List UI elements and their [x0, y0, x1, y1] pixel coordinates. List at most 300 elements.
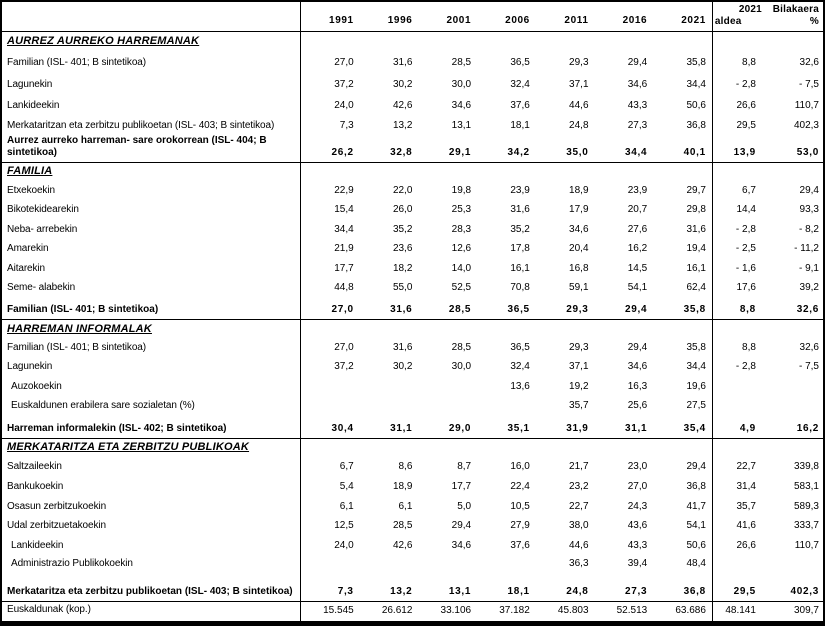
value-cell: 41,7 — [686, 501, 706, 512]
evolution-cell: - 11,2 — [794, 243, 819, 254]
value-cell: 42,6 — [392, 540, 413, 551]
value-cell: 29,4 — [627, 57, 648, 68]
year-header-2006: 2006 — [505, 15, 530, 26]
empty-cell — [301, 163, 360, 180]
value-cell — [301, 376, 360, 396]
table-row — [2, 376, 823, 396]
empty-cell — [301, 320, 360, 338]
evolution-cell: 402,3 — [790, 586, 819, 597]
value-cell: 20,4 — [569, 243, 589, 254]
value-cell — [477, 396, 536, 415]
value-cell: 59,1 — [569, 282, 589, 293]
value-cell: 36,5 — [507, 304, 530, 315]
value-cell: 13,2 — [390, 586, 413, 597]
value-cell: 42,6 — [392, 100, 413, 111]
value-cell: 50,6 — [686, 100, 706, 111]
value-cell: 15,4 — [334, 204, 354, 215]
empty-cell — [301, 439, 360, 456]
value-cell — [477, 555, 536, 573]
change-cell — [712, 396, 768, 415]
value-cell: 34,6 — [451, 100, 472, 111]
change-cell: - 2,5 — [712, 239, 768, 258]
value-cell: 14,5 — [627, 263, 648, 274]
value-cell: 16,8 — [569, 263, 589, 274]
value-cell: 31,1 — [390, 423, 413, 434]
value-cell: 12,5 — [334, 520, 354, 531]
value-cell: 16,3 — [627, 381, 648, 392]
value-cell: 13,1 — [451, 120, 472, 131]
table-row — [2, 200, 823, 219]
table-row — [2, 115, 823, 135]
value-cell: 13,1 — [448, 586, 472, 597]
year-header-1991: 1991 — [329, 15, 354, 26]
evolution-cell: 29,4 — [799, 185, 819, 196]
value-cell: 32,4 — [510, 79, 530, 90]
row-label: Neba- arrebekin — [2, 219, 301, 239]
empty-cell — [477, 32, 536, 50]
value-cell: 35,8 — [686, 57, 706, 68]
value-cell: 13,6 — [510, 381, 530, 392]
evolution-cell: 53,0 — [796, 147, 819, 158]
value-cell — [360, 376, 419, 396]
value-cell: 40,1 — [683, 147, 706, 158]
value-cell: 43,3 — [627, 100, 648, 111]
row-label: Lagunekin — [2, 357, 301, 376]
change-cell: 13,9 — [712, 135, 768, 162]
row-label: Familian (ISL- 401; B sintetikoa) — [2, 338, 301, 357]
year-header-2011: 2011 — [564, 15, 589, 26]
section-title-row — [2, 32, 823, 50]
value-cell: 27,0 — [331, 304, 354, 315]
year-header-1996: 1996 — [387, 15, 413, 26]
table-row — [2, 50, 823, 72]
value-cell: 37,6 — [510, 540, 530, 551]
value-cell — [301, 555, 360, 573]
total-row-label: Euskaldunak (kop.) — [2, 602, 301, 621]
value-cell: 35,4 — [683, 423, 706, 434]
value-cell: 22,7 — [569, 501, 589, 512]
value-cell: 21,9 — [334, 243, 354, 254]
value-cell — [418, 396, 477, 415]
table-row — [2, 396, 823, 415]
empty-cell — [712, 32, 768, 50]
empty-cell — [477, 163, 536, 180]
value-cell: 29,4 — [451, 520, 472, 531]
value-cell: 37,2 — [334, 79, 354, 90]
value-cell: 16,1 — [686, 263, 706, 274]
value-cell: 22,9 — [334, 185, 354, 196]
value-cell — [418, 376, 477, 396]
value-cell: 35,0 — [566, 147, 589, 158]
value-cell: 36,8 — [686, 481, 706, 492]
table-row — [2, 219, 823, 239]
change-cell: 17,6 — [712, 278, 768, 297]
value-cell: 20,7 — [627, 204, 648, 215]
row-label: Lankideekin — [2, 535, 301, 555]
row-label: Familian (ISL- 401; B sintetikoa) — [2, 297, 301, 319]
value-cell: 31,6 — [510, 204, 530, 215]
value-cell: 34,4 — [334, 224, 354, 235]
value-cell: 34,4 — [686, 79, 706, 90]
value-cell: 16,2 — [627, 243, 648, 254]
table-row — [2, 135, 823, 162]
change-cell: - 2,8 — [712, 72, 768, 94]
value-cell: 29,7 — [686, 185, 706, 196]
year-header-2021: 2021 — [681, 15, 706, 26]
value-cell — [360, 555, 419, 573]
empty-cell — [536, 32, 595, 50]
value-cell: 55,0 — [392, 282, 413, 293]
value-cell: 6,7 — [339, 461, 354, 472]
evolution-cell: 32,6 — [796, 304, 819, 315]
evolution-cell: 39,2 — [799, 282, 819, 293]
section-title: AURREZ AURREKO HARREMANAK — [7, 34, 200, 47]
table-row — [2, 338, 823, 357]
empty-cell — [653, 320, 712, 338]
value-cell: 37,1 — [569, 79, 589, 90]
value-cell: 27,0 — [334, 57, 354, 68]
value-cell: 24,0 — [334, 540, 354, 551]
table-header-row — [2, 2, 823, 32]
table-row — [2, 516, 823, 535]
evolution-cell: - 8,2 — [798, 224, 819, 235]
value-cell: 29,3 — [569, 342, 589, 353]
change-header-line1: 2021 — [738, 4, 762, 15]
value-cell: 36,8 — [686, 120, 706, 131]
row-label: Bankukoekin — [2, 476, 301, 496]
change-column-header — [712, 2, 768, 31]
value-cell: 19,6 — [686, 381, 706, 392]
row-label: Aitarekin — [2, 258, 301, 278]
table-row — [2, 555, 823, 573]
value-cell: 26,0 — [392, 204, 413, 215]
value-cell: 27,3 — [627, 120, 648, 131]
value-cell: 7,3 — [337, 586, 354, 597]
value-cell: 32,8 — [390, 147, 413, 158]
empty-cell — [360, 163, 419, 180]
value-cell: 35,8 — [686, 342, 706, 353]
evolution-cell: - 7,5 — [798, 361, 819, 372]
section-title: MERKATARITZA ETA ZERBITZU PUBLIKOAK — [7, 441, 250, 453]
value-cell: 18,9 — [392, 481, 413, 492]
evolution-cell: 93,3 — [799, 204, 819, 215]
empty-cell — [418, 32, 477, 50]
value-cell: 18,1 — [510, 120, 530, 131]
value-cell: 34,6 — [627, 79, 648, 90]
value-cell: 19,8 — [451, 185, 472, 196]
value-cell: 18,1 — [507, 586, 530, 597]
value-cell: 18,9 — [569, 185, 589, 196]
evolution-cell: 110,7 — [794, 540, 819, 551]
evolution-cell: - 9,1 — [798, 263, 819, 274]
value-cell: 27,0 — [334, 342, 354, 353]
value-cell: 50,6 — [686, 540, 706, 551]
section-title-row — [2, 319, 823, 338]
empty-cell — [477, 320, 536, 338]
value-cell: 25,3 — [451, 204, 472, 215]
value-cell: 22,4 — [510, 481, 530, 492]
empty-cell — [712, 163, 768, 180]
value-cell: 54,1 — [686, 520, 706, 531]
empty-cell — [418, 163, 477, 180]
table-row — [2, 456, 823, 476]
evolution-cell: - 7,5 — [798, 79, 819, 90]
total-value-cell: 15.545 — [323, 605, 354, 616]
value-cell: 44,6 — [569, 540, 589, 551]
value-cell: 34,4 — [686, 361, 706, 372]
corner-cell — [2, 2, 301, 31]
change-cell: - 2,8 — [712, 219, 768, 239]
table-row — [2, 496, 823, 516]
value-cell: 13,2 — [392, 120, 413, 131]
section-title-cell — [2, 320, 301, 338]
value-cell: 48,4 — [686, 558, 706, 569]
year-header-2016: 2016 — [622, 15, 648, 26]
empty-cell — [653, 163, 712, 180]
empty-cell — [418, 320, 477, 338]
value-cell: 30,4 — [331, 423, 354, 434]
value-cell: 27,0 — [627, 481, 648, 492]
value-cell: 31,6 — [392, 57, 413, 68]
empty-cell — [536, 439, 595, 456]
change-cell: 8,8 — [712, 338, 768, 357]
change-cell: 26,6 — [712, 535, 768, 555]
table-row — [2, 72, 823, 94]
value-cell: 31,9 — [566, 423, 589, 434]
value-cell: 27,9 — [510, 520, 530, 531]
empty-cell — [595, 32, 654, 50]
value-cell: 34,4 — [624, 147, 648, 158]
value-cell: 22,0 — [392, 185, 413, 196]
total-value-cell: 37.182 — [499, 605, 530, 616]
value-cell: 23,6 — [392, 243, 413, 254]
value-cell: 34,6 — [569, 224, 589, 235]
value-cell: 37,6 — [510, 100, 530, 111]
section-title-row — [2, 438, 823, 456]
value-cell: 5,4 — [339, 481, 354, 492]
total-evolution-cell: 309,7 — [793, 605, 819, 616]
value-cell: 19,4 — [686, 243, 706, 254]
empty-cell — [768, 32, 823, 50]
value-cell: 36,5 — [510, 342, 530, 353]
value-cell: 29,4 — [627, 342, 648, 353]
empty-cell — [595, 439, 654, 456]
value-cell: 12,6 — [451, 243, 472, 254]
value-cell: 21,7 — [569, 461, 589, 472]
table-row — [2, 94, 823, 115]
row-label: Merkataritza eta zerbitzu publikoetan (ISL- 403; B sintetikoa) — [2, 573, 301, 601]
row-label: Lagunekin — [2, 72, 301, 94]
value-cell: 23,2 — [569, 481, 589, 492]
total-value-cell: 33.106 — [440, 605, 472, 616]
value-cell: 6,1 — [339, 501, 354, 512]
evolution-cell: 333,7 — [793, 520, 819, 531]
value-cell: 29,8 — [686, 204, 706, 215]
row-label: Seme- alabekin — [2, 278, 301, 297]
value-cell: 37,2 — [334, 361, 354, 372]
row-label: Auzokoekin — [2, 376, 301, 396]
value-cell: 27,6 — [627, 224, 648, 235]
value-cell: 8,7 — [457, 461, 472, 472]
value-cell: 34,6 — [627, 361, 648, 372]
empty-cell — [477, 439, 536, 456]
value-cell: 35,1 — [507, 423, 530, 434]
value-cell: 28,3 — [451, 224, 472, 235]
change-cell: 29,5 — [712, 115, 768, 135]
value-cell: 16,0 — [510, 461, 530, 472]
value-cell: 34,6 — [451, 540, 472, 551]
value-cell: 26,2 — [331, 147, 354, 158]
value-cell: 25,6 — [627, 400, 648, 411]
change-cell — [712, 555, 768, 573]
value-cell: 37,1 — [569, 361, 589, 372]
value-cell: 62,4 — [686, 282, 706, 293]
value-cell: 24,0 — [334, 100, 354, 111]
row-label: Etxekoekin — [2, 180, 301, 200]
row-label: Bikotekidearekin — [2, 200, 301, 219]
value-cell: 35,8 — [683, 304, 706, 315]
empty-cell — [418, 439, 477, 456]
section-title: HARREMAN INFORMALAK — [7, 322, 152, 335]
change-cell: - 2,8 — [712, 357, 768, 376]
total-row — [2, 601, 823, 621]
value-cell: 29,0 — [448, 423, 472, 434]
change-cell: 31,4 — [712, 476, 768, 496]
row-label: Euskaldunen erabilera sare sozialetan (%) — [2, 396, 301, 415]
change-cell: 35,7 — [712, 496, 768, 516]
row-label: Harreman informalekin (ISL- 402; B sintetikoa) — [2, 415, 301, 438]
value-cell: 29,3 — [566, 304, 589, 315]
change-cell: 41,6 — [712, 516, 768, 535]
section-title-cell — [2, 163, 301, 180]
value-cell: 30,2 — [392, 361, 413, 372]
value-cell: 52,5 — [451, 282, 472, 293]
value-cell: 28,5 — [451, 57, 472, 68]
row-label: Amarekin — [2, 239, 301, 258]
empty-cell — [653, 439, 712, 456]
value-cell: 5,0 — [457, 501, 472, 512]
table-row — [2, 258, 823, 278]
empty-cell — [536, 320, 595, 338]
section-title-cell — [2, 32, 301, 50]
empty-cell — [360, 32, 419, 50]
value-cell: 70,8 — [510, 282, 530, 293]
value-cell: 28,5 — [392, 520, 413, 531]
value-cell: 27,5 — [686, 400, 706, 411]
value-cell: 31,6 — [392, 342, 413, 353]
row-label: Osasun zerbitzukoekin — [2, 496, 301, 516]
value-cell: 7,3 — [339, 120, 354, 131]
change-cell: - 1,6 — [712, 258, 768, 278]
evolution-cell: 339,8 — [793, 461, 819, 472]
change-cell: 29,5 — [712, 573, 768, 601]
change-cell: 4,9 — [712, 415, 768, 438]
total-value-cell: 63.686 — [675, 605, 706, 616]
value-cell: 29,4 — [686, 461, 706, 472]
total-value-cell: 26.612 — [381, 605, 413, 616]
table-row — [2, 239, 823, 258]
change-header-line2: aldea — [714, 16, 742, 27]
evolution-cell: 110,7 — [794, 100, 819, 111]
value-cell: 29,3 — [569, 57, 589, 68]
value-cell — [418, 555, 477, 573]
evolution-header-line1: Bilakaera — [772, 4, 819, 15]
value-cell: 16,1 — [510, 263, 530, 274]
value-cell: 29,1 — [448, 147, 472, 158]
table-row — [2, 357, 823, 376]
empty-cell — [360, 320, 419, 338]
evolution-cell — [768, 555, 823, 573]
row-label: Merkataritzan eta zerbitzu publikoetan (ISL- 403; B sintetikoa) — [2, 115, 301, 135]
value-cell: 23,9 — [510, 185, 530, 196]
value-cell: 35,2 — [392, 224, 413, 235]
value-cell: 44,8 — [334, 282, 354, 293]
value-cell: 36,5 — [510, 57, 530, 68]
value-cell: 18,2 — [392, 263, 413, 274]
evolution-cell: 32,6 — [799, 57, 819, 68]
empty-cell — [595, 320, 654, 338]
value-cell: 28,5 — [451, 342, 472, 353]
table-row — [2, 476, 823, 496]
value-cell: 24,8 — [569, 120, 589, 131]
empty-cell — [653, 32, 712, 50]
value-cell — [360, 396, 419, 415]
value-cell: 38,0 — [569, 520, 589, 531]
change-cell: 26,6 — [712, 94, 768, 115]
total-value-cell: 45.803 — [557, 605, 589, 616]
empty-cell — [712, 439, 768, 456]
value-cell: 35,2 — [510, 224, 530, 235]
value-cell: 6,1 — [398, 501, 413, 512]
value-cell: 23,0 — [627, 461, 648, 472]
value-cell: 29,4 — [624, 304, 648, 315]
value-cell: 36,8 — [683, 586, 706, 597]
section-title-row — [2, 162, 823, 180]
value-cell: 14,0 — [451, 263, 472, 274]
year-header-2001: 2001 — [446, 15, 472, 26]
evolution-cell: 402,3 — [793, 120, 819, 131]
value-cell: 30,2 — [392, 79, 413, 90]
value-cell: 8,6 — [398, 461, 413, 472]
evolution-cell: 583,1 — [793, 481, 819, 492]
value-cell: 24,8 — [566, 586, 589, 597]
empty-cell — [360, 439, 419, 456]
empty-cell — [768, 163, 823, 180]
evolution-cell: 589,3 — [793, 501, 819, 512]
empty-cell — [712, 320, 768, 338]
table-body — [2, 32, 823, 601]
empty-cell — [301, 32, 360, 50]
table-row — [2, 180, 823, 200]
value-cell: 32,4 — [510, 361, 530, 372]
empty-cell — [768, 320, 823, 338]
value-cell: 10,5 — [510, 501, 530, 512]
row-label: Lankideekin — [2, 94, 301, 115]
value-cell: 17,7 — [334, 263, 354, 274]
change-cell: 22,7 — [712, 456, 768, 476]
row-label: Saltzaileekin — [2, 456, 301, 476]
value-cell: 28,5 — [448, 304, 472, 315]
change-cell: 8,8 — [712, 50, 768, 72]
value-cell: 31,1 — [624, 423, 648, 434]
value-cell: 27,3 — [624, 586, 648, 597]
value-cell: 31,6 — [390, 304, 413, 315]
evolution-column-header — [768, 2, 823, 31]
change-cell: 8,8 — [712, 297, 768, 319]
change-cell: 14,4 — [712, 200, 768, 219]
evolution-cell — [768, 396, 823, 415]
change-cell: 6,7 — [712, 180, 768, 200]
